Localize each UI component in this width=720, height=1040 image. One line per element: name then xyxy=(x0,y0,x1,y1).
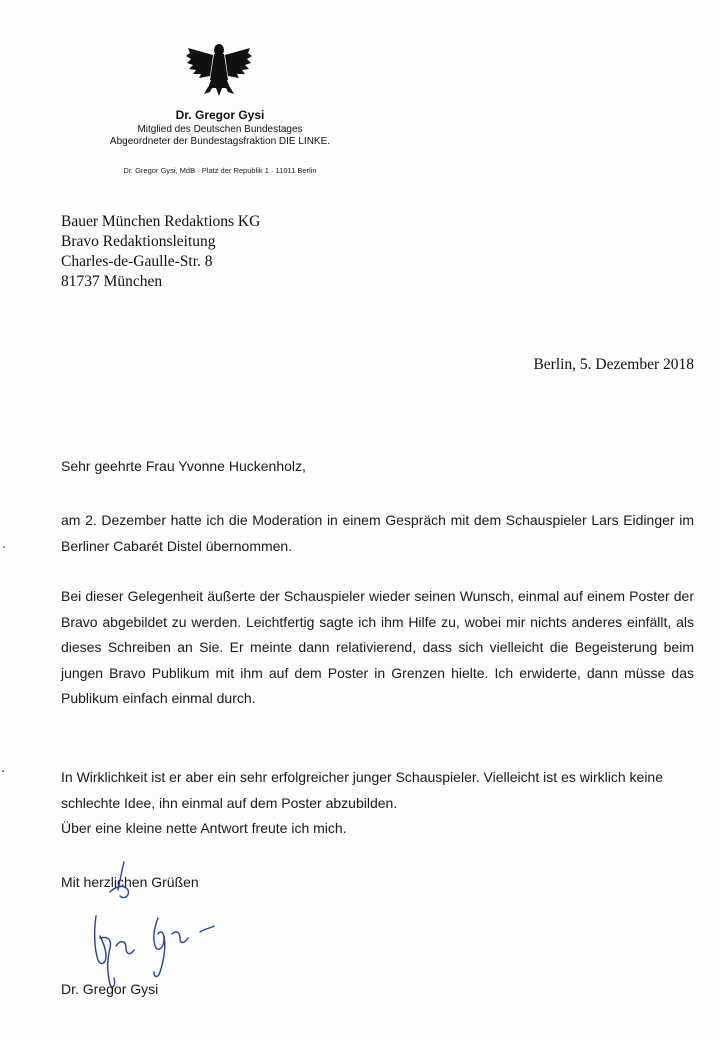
handwritten-signature-icon xyxy=(80,856,260,996)
closing: Mit herzlichen Grüßen xyxy=(61,874,199,890)
federal-eagle-icon xyxy=(186,40,252,96)
sender-faction-line: Abgeordneter der Bundestagsfraktion DIE LINKE. xyxy=(109,136,331,147)
recipient-address xyxy=(61,212,260,292)
recipient-line: Bauer München Redaktions KG xyxy=(61,213,261,230)
paragraph-text: In Wirklichkeit ist er aber ein sehr erfolgreicher junger Schauspieler. Vielleicht ist es wirklich keine schlechte Idee, ihn einmal auf dem Poster abzubilden. xyxy=(61,769,663,811)
paragraph xyxy=(61,765,694,842)
paper-speck xyxy=(3,546,5,548)
recipient-line: Charles-de-Gaulle-Str. 8 xyxy=(61,253,213,270)
recipient-line: Bravo Redaktionsleitung xyxy=(61,233,216,250)
paper-speck xyxy=(2,770,4,772)
sender-title-line: Mitglied des Deutschen Bundestages xyxy=(137,124,303,135)
letter-date: Berlin, 5. Dezember 2018 xyxy=(533,356,694,373)
signature-name: Dr. Gregor Gysi xyxy=(61,981,159,997)
paragraph: Bei dieser Gelegenheit äußerte der Schauspieler wieder seinen Wunsch, einmal auf einem Poster der Bravo abgebildet zu werden. Leichtfertig sagte ich ihm Hilfe zu, wobei mir nichts anderes einfällt, als dieses Schreiben an Sie. Er meinte dann relativierend, dass sich vielleicht die Begeisterung beim jungen Bravo Publikum mit ihm auf dem Poster in Grenzen hielte. Ich erwiderte, dann müsse das Publikum einfach einmal durch. xyxy=(61,588,694,706)
recipient-line: 81737 München xyxy=(61,273,163,290)
return-address: Dr. Gregor Gysi, MdB · Platz der Republik 1 · 11011 Berlin xyxy=(123,166,317,175)
salutation: Sehr geehrte Frau Yvonne Huckenholz, xyxy=(61,458,306,474)
paragraph-text: Über eine kleine nette Antwort freute ich mich. xyxy=(61,820,347,836)
sender-name: Dr. Gregor Gysi xyxy=(175,108,265,122)
paragraph: am 2. Dezember hatte ich die Moderation in einem Gespräch mit dem Schauspieler Lars Eidinger im Berliner Cabarét Distel übernommen. xyxy=(61,512,694,554)
